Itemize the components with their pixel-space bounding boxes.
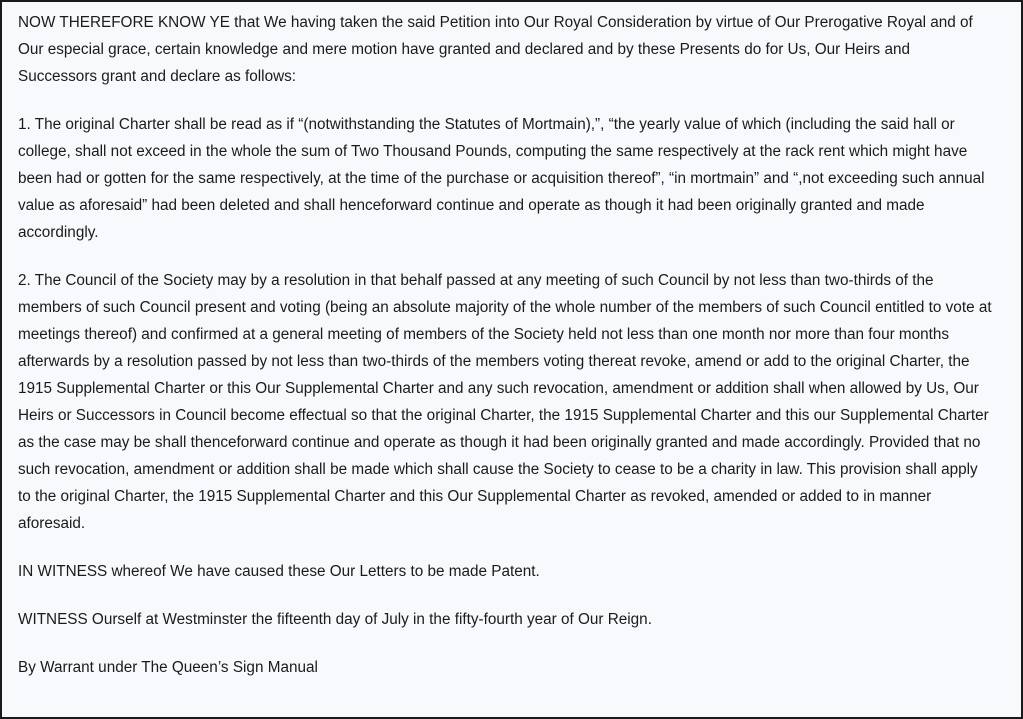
paragraph-preamble: NOW THEREFORE KNOW YE that We having taken the said Petition into Our Royal Consideration by virtue of Our Prerogative Royal and of Our especial grace, certain knowledge and mere motion have granted and declared and by these Presents do for Us, Our Heirs and Successors grant and declare as follows: [18,14,973,85]
paragraph-clause-2: 2. The Council of the Society may by a resolution in that behalf passed at any meeting of such Council by not less than two-thirds of the members of such Council present and voting (being an absolute majority of the whole number of the members of such Council entitled to vote at meetings thereof) and confirmed at a general meeting of members of the Society held not less than one month nor more than four months afterwards by a resolution passed by not less than two-thirds of the members voting thereat revoke, amend or add to the original Charter, the 1915 Supplemental Charter or this Our Supplemental Charter and any such revocation, amendment or addition shall when allowed by Us, Our Heirs or Successors in Council become effectual so that the original Charter, the 1915 Supplemental Charter and this our Supplemental Charter as the case may be shall thenceforward continue and operate as though it had been originally granted and made accordingly. Provided that no such revocation, amendment or addition shall be made which shall cause the Society to cease to be a charity in law. This provision shall apply to the original Charter, the 1915 Supplemental Charter and this Our Supplemental Charter as revoked, amended or added to in manner aforesaid. [18,272,992,532]
paragraph-witness: WITNESS Ourself at Westminster the fifteenth day of July in the fifty-fourth year of Our Reign. [18,611,652,628]
paragraph-in-witness: IN WITNESS whereof We have caused these Our Letters to be made Patent. [18,563,540,580]
document-body [18,9,993,681]
paragraph-warrant: By Warrant under The Queen’s Sign Manual [18,659,318,676]
paragraph-clause-1: 1. The original Charter shall be read as if “(notwithstanding the Statutes of Mortmain),”, “the yearly value of which (including the said hall or college, shall not exceed in the whole the sum of Two Thousand Pounds, computing the same respectively at the rack rent which might have been had or gotten for the same respectively, at the time of the purchase or acquisition thereof”, “in mortmain” and “,not exceeding such annual value as aforesaid” had been deleted and shall henceforward continue and operate as though it had been originally granted and made accordingly. [18,116,985,241]
